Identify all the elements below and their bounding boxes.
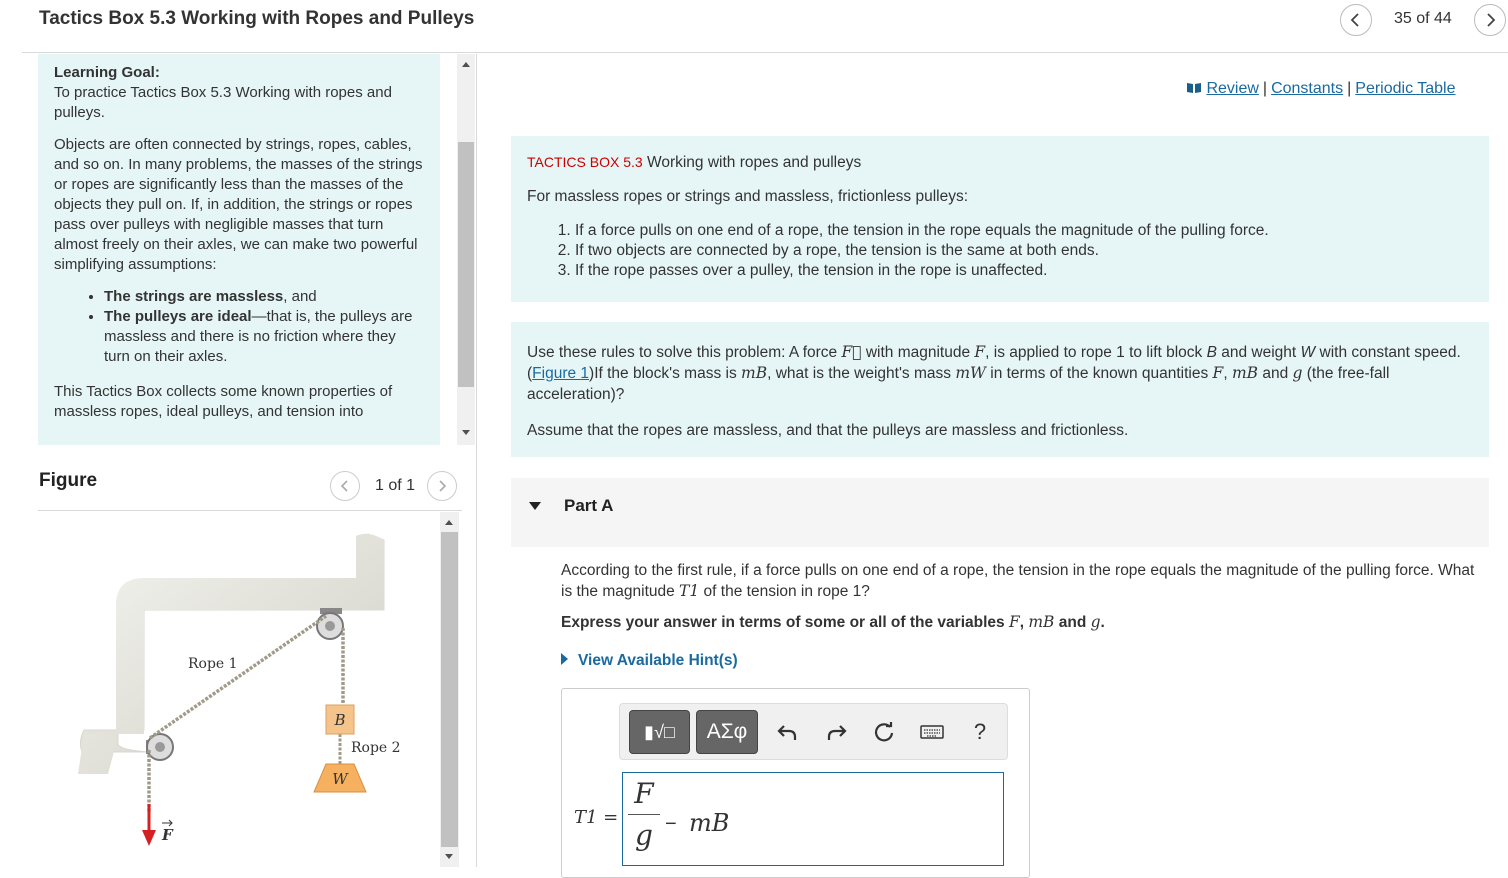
figure-previous-button[interactable] [330,471,360,501]
reset-icon[interactable] [871,719,897,745]
pulley-axle [155,742,165,752]
learning-goal-panel [38,54,440,445]
pulley-axle [325,621,335,631]
top-bar [22,0,1508,53]
link-separator: | [1262,80,1268,97]
figure-link[interactable]: Figure 1 [532,365,590,382]
pulley-figure [38,512,438,867]
answer-instructions [561,613,1105,632]
math-symbol: F [1212,364,1224,382]
learning-goal-text: To practice Tactics Box 5.3 Working with ropes and pulleys. [54,84,392,121]
scroll-down-icon[interactable] [445,854,453,859]
column-divider [476,54,477,867]
scroll-down-icon[interactable] [462,430,470,435]
list-item: 3. If the rope passes over a pulley, the tension in the rope is unaffected. [575,261,1473,281]
problem-text: Use these rules to solve this problem: A force [527,344,842,361]
answer-input[interactable] [622,772,1004,866]
figure-scrollbar[interactable] [440,512,459,867]
periodic-table-link[interactable]: Periodic Table [1355,80,1456,97]
bullet-text: , and [283,288,317,305]
problem-text: )If the block's mass is [589,365,742,382]
question-position: 35 of 44 [1394,10,1452,27]
list-item [104,307,424,367]
assumptions-list [104,287,424,367]
goal-scrollbar[interactable] [457,54,475,445]
next-button[interactable] [1474,4,1506,36]
problem-text: , is applied to rope 1 to lift block [985,344,1207,361]
fraction-numerator: F [634,777,654,810]
instruction-text: . [1100,614,1105,631]
learning-goal-heading: Learning Goal: [54,64,160,81]
hints-label: View Available Hint(s) [578,652,738,669]
view-hints-link[interactable] [561,652,738,670]
problem-text: (the free-fall acceleration)? [527,365,1390,403]
problem-paragraph [527,342,1473,405]
figure-header [38,462,462,511]
fraction-denominator: g [635,819,653,852]
previous-button[interactable] [1340,4,1372,36]
rope-1-diagonal [150,616,326,738]
expand-triangle-icon [561,653,568,665]
answer-label: T1 = [574,807,619,828]
scrollbar-thumb[interactable] [458,142,474,387]
block-b-label: B [334,711,346,729]
bullet-text: —that is, the pulleys are massless and there is no friction where they turn on their axles. [104,308,413,365]
scrollbar-thumb[interactable] [441,532,458,847]
problem-text: and weight [1216,344,1301,361]
tactics-box-title: Working with ropes and pulleys [642,154,862,171]
review-link[interactable]: Review [1206,80,1259,97]
list-item: 2. If two objects are connected by a rope, the tension is the same at both ends. [575,241,1473,261]
answer-fraction [628,777,660,852]
instruction-text: , [1019,614,1029,631]
math-symbol: F [974,343,986,361]
wall-body [78,534,384,774]
page-title: Tactics Box 5.3 Working with Ropes and Pulleys [39,8,475,29]
question-text: of the tension in rope 1? [699,583,870,600]
tactics-box [511,136,1489,302]
learning-goal-closing: This Tactics Box collects some known properties of massless ropes, ideal pulleys, and tension into [54,383,393,420]
math-symbol: g [1292,364,1303,382]
help-button[interactable]: ? [973,719,987,744]
problem-text: with magnitude [861,344,975,361]
templates-button[interactable]: ▮√□ [629,710,690,754]
figure-title: Figure [39,470,98,491]
link-separator: | [1347,80,1352,97]
part-a-label: Part A [564,496,614,515]
math-symbol: F [1008,613,1020,631]
math-symbol: T1 [679,582,700,600]
problem-statement [511,322,1489,457]
equation-toolbar [619,703,1008,760]
part-a-header[interactable] [511,478,1489,547]
rope-2-label: Rope 2 [351,740,401,756]
problem-assumption: Assume that the ropes are massless, and that the pulleys are massless and frictionless. [527,422,1129,439]
chevron-left-icon [1350,13,1362,27]
question-text: According to the first rule, if a force pulls on one end of a rope, the tension in the rope equals the magnitude of the pulling force. What is the magnitude [561,562,1475,600]
part-a-question [561,561,1486,602]
keyboard-icon[interactable] [919,719,945,745]
learning-goal-intro: Objects are often connected by strings, ropes, cables, and so on. In many problems, the masses of the strings or ropes are significantly less than the masses of the objects they pull on. If, in addition, the strings or ropes pass over pulleys with negligible masses that turn almost freely on their axles, we can make two powerful simplifying assumptions: [54,136,423,273]
math-symbol: F⃗ [841,343,862,361]
answer-mass-term: mB [689,809,730,837]
list-item: 1. If a force pulls on one end of a rope, the tension in the rope equals the magnitude of the pulling force. [575,221,1473,241]
math-symbol: mW [955,364,986,382]
tactics-rules-list [575,221,1473,281]
scroll-up-icon[interactable] [445,520,453,525]
chevron-right-icon [1484,13,1496,27]
collapse-triangle-icon[interactable] [529,502,541,510]
instruction-text: Express your answer in terms of some or all of the variables [561,614,1009,631]
problem-text: , what is the weight's mass [767,365,956,382]
bullet-bold: The strings are massless [104,288,284,305]
force-arrowhead [142,830,156,846]
bullet-bold: The pulleys are ideal [104,308,252,325]
tactics-box-heading [527,154,1473,172]
greek-letters-button[interactable]: ΑΣφ [696,710,758,754]
undo-icon[interactable] [774,719,800,745]
resource-links [1186,80,1456,98]
tactics-box-intro: For massless ropes or strings and massless, frictionless pulleys: [527,188,969,205]
list-item [104,287,424,307]
chevron-right-icon [437,480,447,492]
math-symbol: W [1300,344,1316,361]
redo-icon[interactable] [824,719,850,745]
figure-next-button[interactable] [427,471,457,501]
minus-sign: − [665,813,677,835]
fraction-bar [628,814,660,815]
problem-text: in terms of the known quantities [985,365,1213,382]
math-symbol: mB [741,364,768,382]
problem-text: , [1223,365,1232,382]
math-symbol: mB [1231,364,1259,382]
force-label: F [162,826,173,844]
problem-text: with constant speed. ( [527,344,1461,382]
math-symbol: mB [1028,613,1055,631]
math-symbol: B [1206,344,1217,361]
rope-1-label: Rope 1 [188,656,238,672]
scroll-up-icon[interactable] [462,62,470,67]
figure-position: 1 of 1 [375,477,416,494]
weight-w-label: W [332,770,348,788]
tactics-box-label: TACTICS BOX 5.3 [527,154,643,170]
book-icon [1186,82,1202,94]
instruction-text: and [1054,614,1091,631]
constants-link[interactable]: Constants [1271,80,1344,97]
problem-text: and [1258,365,1293,382]
chevron-left-icon [340,480,350,492]
math-symbol: g [1090,613,1101,631]
